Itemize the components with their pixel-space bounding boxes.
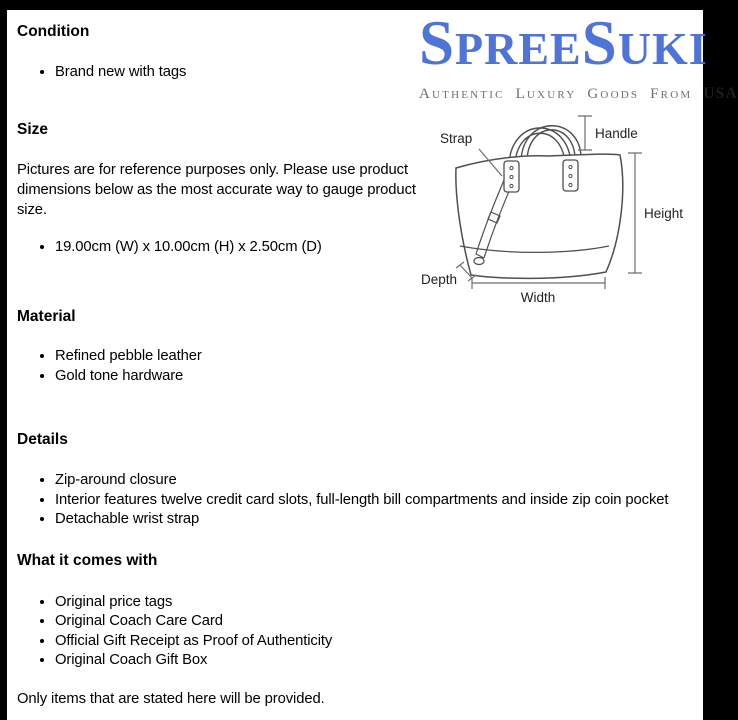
list-item: • Brand new with tags <box>55 63 699 83</box>
tagline-usa: USA <box>703 85 738 102</box>
list-item: • Original Coach Gift Box <box>55 651 699 671</box>
list-item: • Original price tags <box>55 593 699 613</box>
bag-measurement-diagram-icon <box>419 111 699 306</box>
footer-note: Only items that are stated here will be provided. <box>17 690 325 707</box>
logo-letters: PREE <box>455 23 582 74</box>
brand-and-diagram-panel <box>419 8 738 305</box>
depth-label: Depth <box>421 272 458 287</box>
tagline-text: Authentic Luxury Goods From <box>419 86 693 102</box>
section-heading-condition: Condition <box>17 23 90 40</box>
section-heading-size: Size <box>17 120 49 138</box>
list-item: • Refined pebble leather <box>55 347 699 367</box>
height-label: Height <box>644 206 684 221</box>
brand-logo <box>419 8 708 81</box>
list-item: • Detachable wrist strap <box>55 510 699 530</box>
list-item: • Zip-around closure <box>55 471 699 491</box>
logo-letters: UKI <box>617 23 708 74</box>
product-description-page <box>7 8 738 720</box>
width-label: Width <box>520 290 556 305</box>
list-item: • 19.00cm (W) x 10.00cm (H) x 2.50cm (D) <box>55 238 699 258</box>
section-heading-material: Material <box>17 308 76 325</box>
list-item: • Original Coach Care Card <box>55 612 699 632</box>
material-list <box>17 347 699 386</box>
handle-label: Handle <box>595 126 638 141</box>
section-heading-details: Details <box>17 431 68 448</box>
logo-letter: S <box>581 8 618 78</box>
list-item: • Official Gift Receipt as Proof of Authenticity <box>55 632 699 652</box>
details-list <box>17 471 699 530</box>
list-item: • Interior features twelve credit card slots, full-length bill compartments and inside zip coin pocket <box>55 491 699 511</box>
strap-label: Strap <box>440 131 473 146</box>
section-heading-what-it-comes-with: What it comes with <box>17 551 158 569</box>
brand-tagline <box>419 85 738 103</box>
list-item: • Gold tone hardware <box>55 367 699 387</box>
size-description: Pictures are for reference purposes only. Please use product dimensions below as the most accurate way to gauge product size. <box>17 161 416 218</box>
what-it-comes-with-list <box>17 593 699 671</box>
logo-letter: S <box>419 8 456 78</box>
